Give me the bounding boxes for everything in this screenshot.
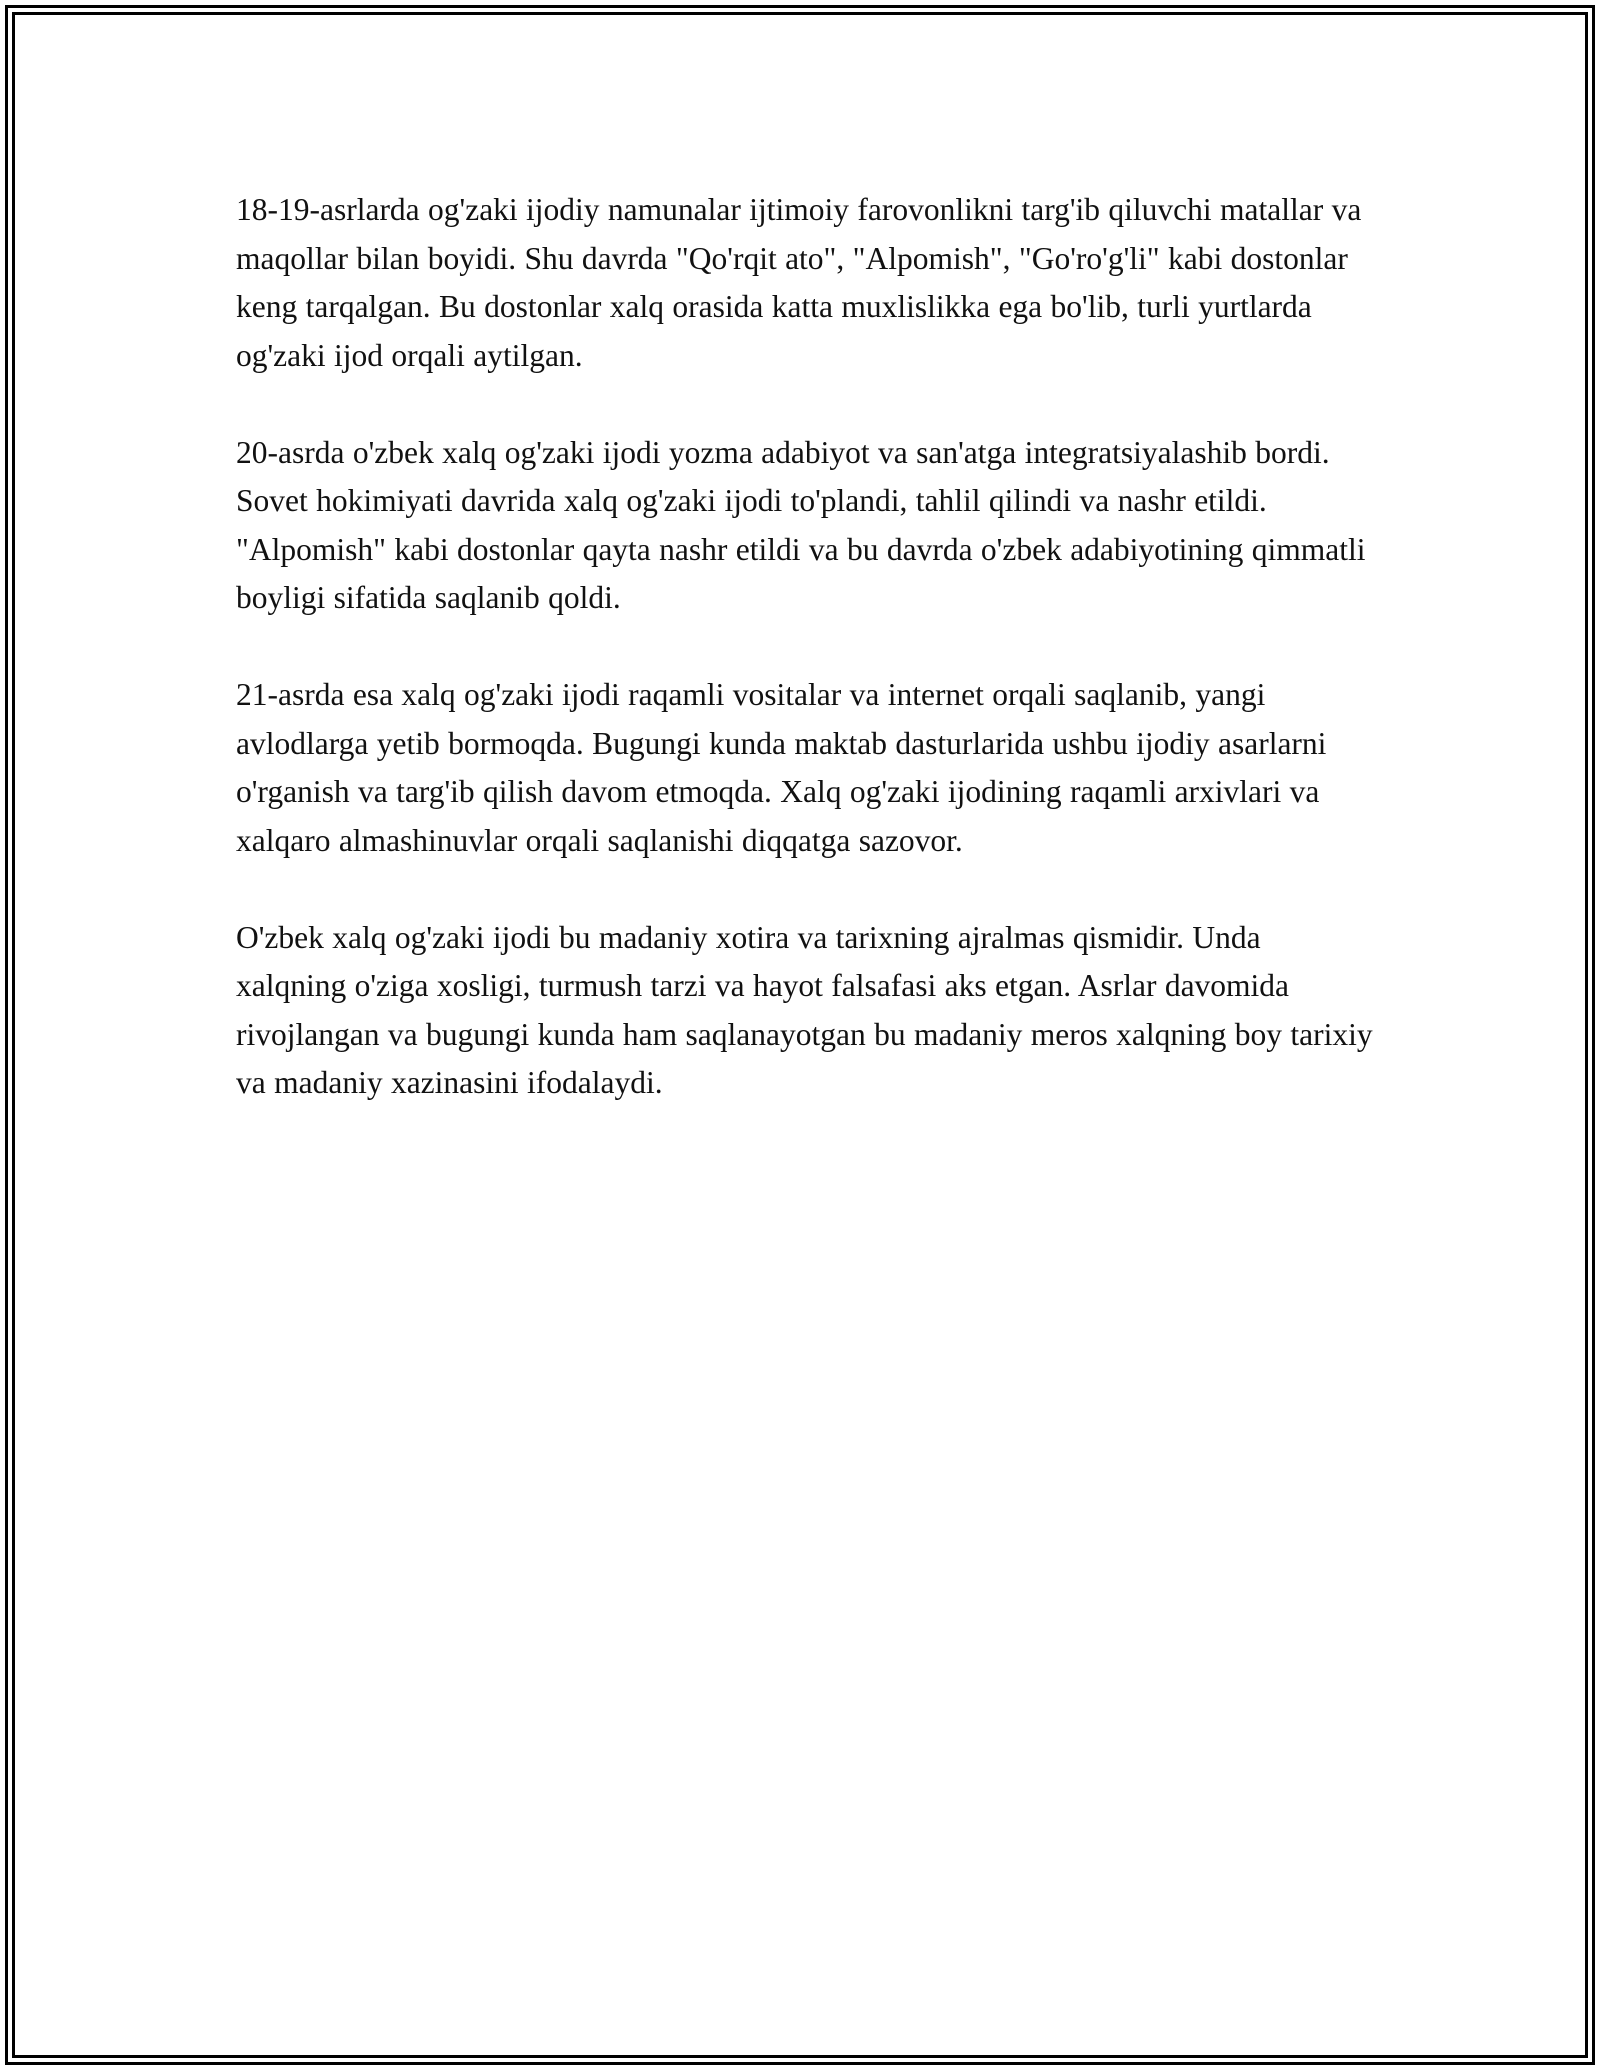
paragraph-3: 21-asrda esa xalq og'zaki ijodi raqamli vositalar va internet orqali saqlanib, yangi avlodlarga yetib bormoqda. Bugungi kunda maktab dasturlarida ushbu ijodiy asarlarni o'rganish va targ'ib qilish davom etmoqda. Xalq og'zaki ijodining raqamli arxivlari va xalqaro almashinuvlar orqali saqlanishi diqqatga sazovor. bbox=[236, 677, 1327, 858]
document-body bbox=[236, 186, 1376, 1108]
paragraph-1: 18-19-asrlarda og'zaki ijodiy namunalar ijtimoiy farovonlikni targ'ib qiluvchi matallar va maqollar bilan boyidi. Shu davrda "Qo'rqit ato", "Alpomish", "Go'ro'g'li" kabi dostonlar keng tarqalgan. Bu dostonlar xalq orasida katta muxlislikka ega bo'lib, turli yurtlarda og'zaki ijod orqali aytilgan. bbox=[236, 192, 1362, 373]
paragraph-4: O'zbek xalq og'zaki ijodi bu madaniy xotira va tarixning ajralmas qismidir. Unda xalqning o'ziga xosligi, turmush tarzi va hayot falsafasi aks etgan. Asrlar davomida rivojlangan va bugungi kunda ham saqlanayotgan bu madaniy meros xalqning boy tarixiy va madaniy xazinasini ifodalaydi. bbox=[236, 919, 1373, 1100]
paragraph-2: 20-asrda o'zbek xalq og'zaki ijodi yozma adabiyot va san'atga integratsiyalashib bordi. Sovet hokimiyati davrida xalq og'zaki ijodi to'plandi, tahlil qilindi va nashr etildi. "Alpomish" kabi dostonlar qayta nashr etildi va bu davrda o'zbek adabiyotining qimmatli boyligi sifatida saqlanib qoldi. bbox=[236, 434, 1366, 615]
